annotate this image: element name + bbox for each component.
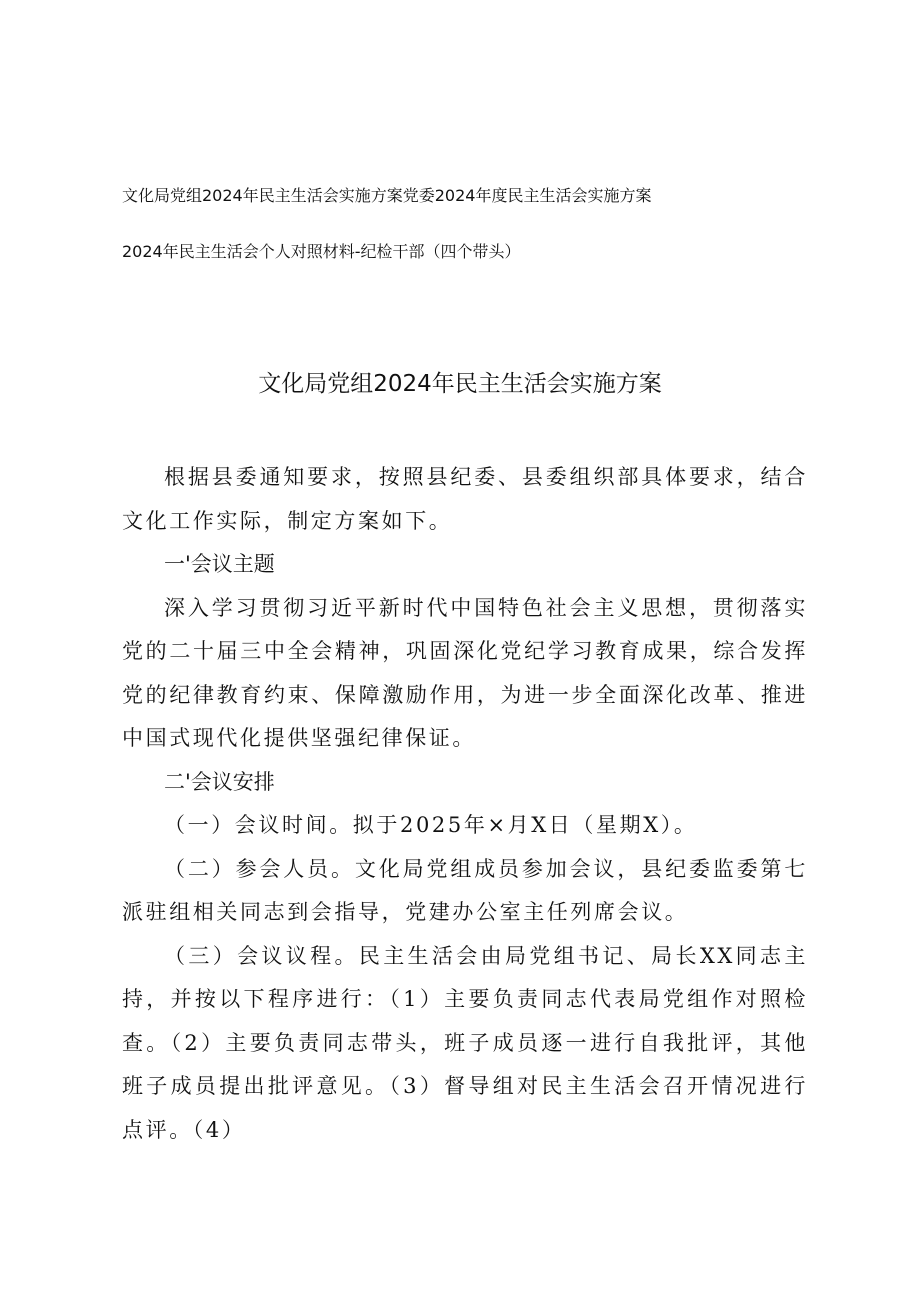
meeting-time-paragraph: （一）会议时间。拟于2025年×月X日（星期X）。 — [164, 813, 698, 837]
section-heading-arrangement: 二'会议安排 — [164, 769, 275, 794]
related-doc-title-2: 2024年民主生活会个人对照材料-纪检干部（四个带头） — [122, 242, 521, 261]
intro-paragraph: 根据县委通知要求，按照县纪委、县委组织部具体要求，结合文化工作实际，制定方案如下。 — [122, 465, 808, 533]
theme-paragraph: 深入学习贯彻习近平新时代中国特色社会主义思想，贯彻落实党的二十届三中全会精神，巩固深化党纪学习教育成果，综合发挥党的纪律教育约束、保障激励作用，为进一步全面深化改革、推进中国式现代化提供坚强纪律保证。 — [122, 595, 808, 750]
attendees-paragraph: （二）参会人员。文化局党组成员参加会议，县纪委监委第七派驻组相关同志到会指导，党建办公室主任列席会议。 — [122, 856, 808, 924]
document-title: 文化局党组2024年民主生活会实施方案 — [258, 371, 662, 397]
agenda-paragraph: （三）会议议程。民主生活会由局党组书记、局长XX同志主持，并按以下程序进行：（1）主要负责同志代表局党组作对照检查。（2）主要负责同志带头，班子成员逐一进行自我批评，其他班子成员提出批评意见。（3）督导组对民主生活会召开情况进行点评。（4） — [122, 943, 808, 1142]
related-doc-title-1: 文化局党组2024年民主生活会实施方案党委2024年度民主生活会实施方案 — [122, 186, 652, 205]
document-body — [122, 456, 808, 1152]
section-heading-theme: 一'会议主题 — [164, 552, 275, 576]
